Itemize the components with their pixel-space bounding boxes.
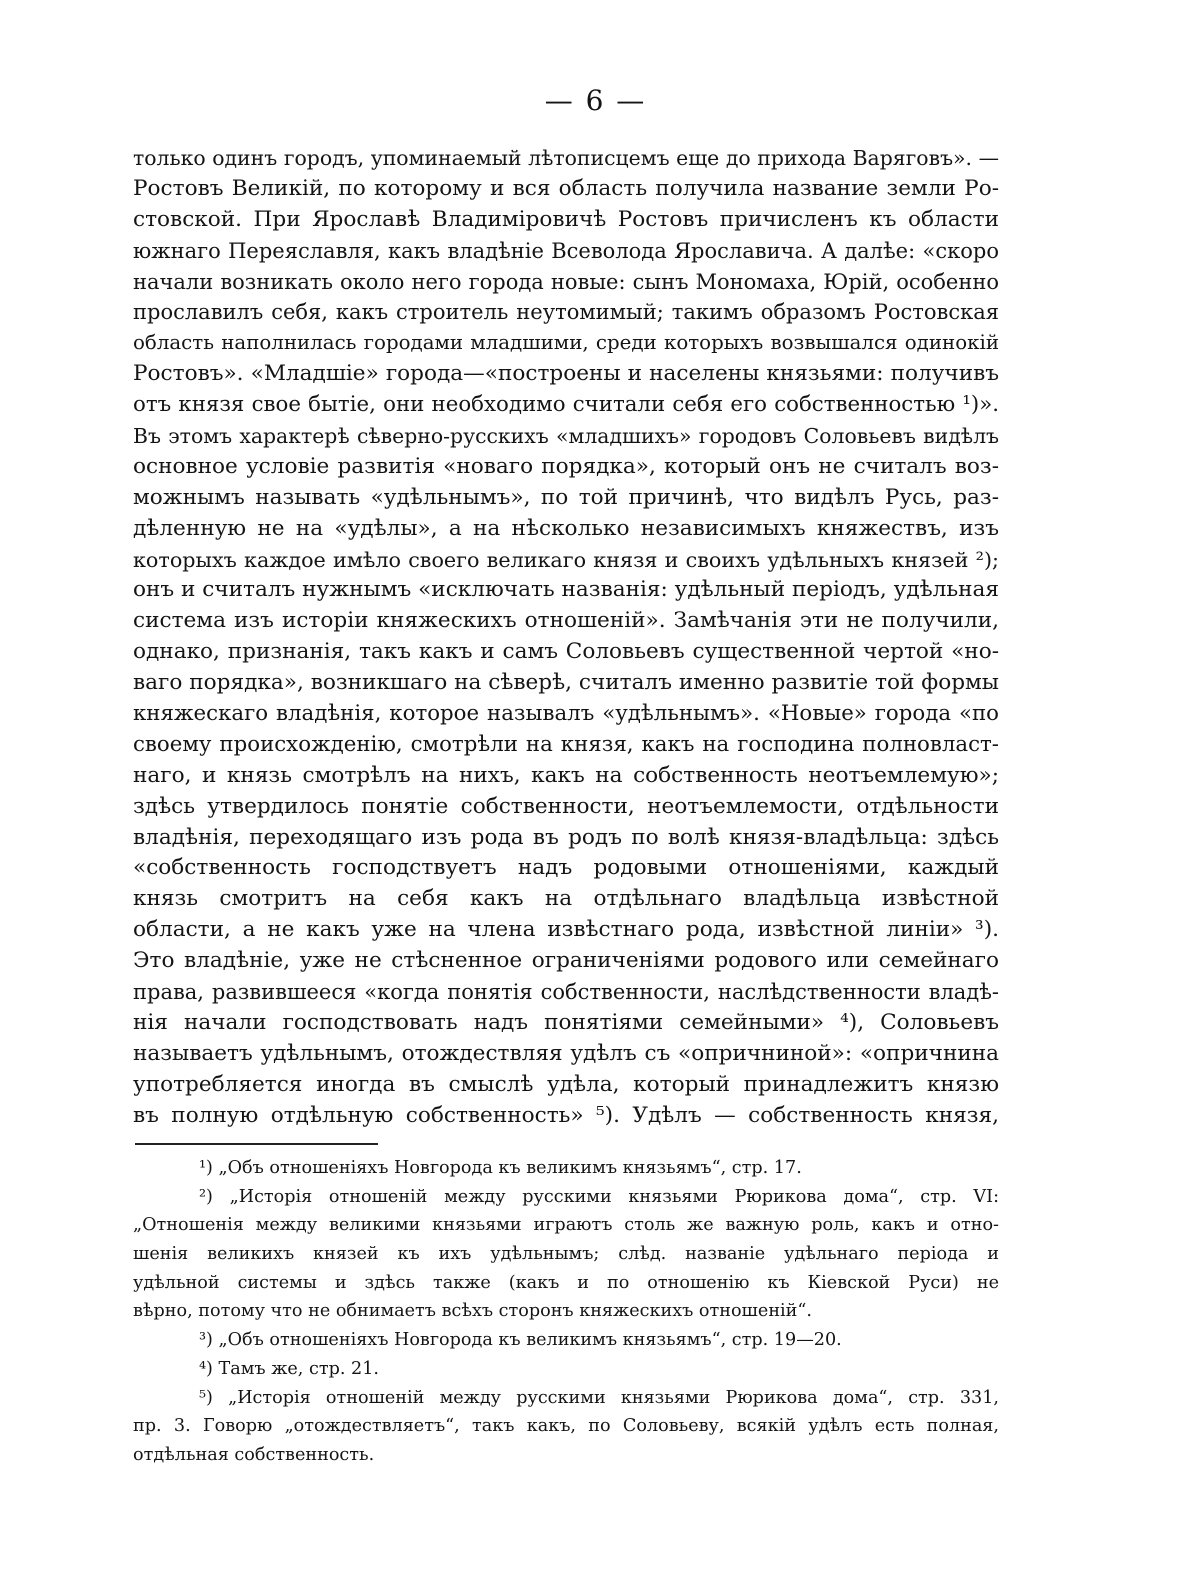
text-line: начали возникать около него города новые: сынъ Мономаха, Юрій, особенно: [133, 269, 999, 294]
footnote-line: удѣльной системы и здѣсь также (какъ и по отношенію къ Кіевской Руси) не: [133, 1272, 999, 1293]
text-line: владѣнія, переходящаго изъ рода въ родъ по волѣ князя-владѣльца: здѣсь: [133, 824, 999, 850]
footnote-line: вѣрно, потому что не обнимаетъ всѣхъ сторонъ княжескихъ отношеній“.: [133, 1301, 812, 1322]
text-line: князь смотритъ на себя какъ на отдѣльнаго владѣльца извѣстной: [133, 886, 999, 912]
text-line: области, а не какъ уже на члена извѣстнаго рода, извѣстной линіи» ³).: [133, 917, 999, 943]
footnote-line: отдѣльная собственность.: [133, 1444, 375, 1465]
footnote-line: ¹) „Объ отношеніяхъ Новгорода къ великимъ князьямъ“, стр. 17.: [199, 1158, 802, 1178]
text-line: онъ и считалъ нужнымъ «исключать названія: удѣльный періодъ, удѣльная: [133, 577, 999, 603]
text-line: область наполнилась городами младшими, среди которыхъ возвышался одинокій: [133, 331, 999, 355]
footnote-line: ⁴) Тамъ же, стр. 21.: [199, 1358, 380, 1379]
text-line: только одинъ городъ, упоминаемый лѣтописцемъ еще до прихода Варяговъ». —: [133, 146, 999, 170]
footnote-line: ²) „Исторія отношеній между русскими князьями Рюрикова дома“, стр. VI:: [199, 1186, 999, 1207]
footnotes: [133, 1154, 999, 1470]
text-line: дѣленную не на «удѣлы», а на нѣсколько независимыхъ княжествъ, изъ: [133, 515, 999, 541]
text-line: своему происхожденію, смотрѣли на князя, какъ на господина полновласт-: [133, 731, 999, 757]
text-line: права, развившееся «когда понятія собственности, наслѣдственности владѣ-: [133, 980, 999, 1005]
text-line: нія начали господствовать надъ понятіями семейными» ⁴), Соловьевъ: [133, 1009, 999, 1035]
text-line: отъ князя свое бытіе, они необходимо считали себя его собственностью ¹)».: [133, 392, 999, 418]
text-line: стовской. При Ярославѣ Владиміровичѣ Ростовъ причисленъ къ области: [133, 206, 999, 232]
text-line: наго, и князь смотрѣлъ на нихъ, какъ на собственность неотъемлемую»;: [133, 762, 999, 788]
text-line: можнымъ называть «удѣльнымъ», по той причинѣ, что видѣлъ Русь, раз-: [133, 484, 999, 510]
text-line: ваго порядка», возникшаго на сѣверѣ, считалъ именно развитіе той формы: [133, 670, 999, 696]
text-line: называетъ удѣльнымъ, отождествляя удѣлъ съ «опричниной»: «опричнина: [133, 1040, 999, 1066]
text-line: основное условіе развитія «новаго порядка», который онъ не считалъ воз-: [133, 453, 999, 479]
text-line: Въ этомъ характерѣ сѣверно-русскихъ «младшихъ» городовъ Соловьевъ видѣлъ: [133, 424, 999, 449]
main-text: [133, 143, 999, 1132]
text-line: здѣсь утвердилось понятіе собственности, неотъемлемости, отдѣльности: [133, 793, 999, 819]
text-line: въ полную отдѣльную собственность» ⁵). Удѣлъ — собственность князя,: [133, 1102, 999, 1128]
footnote-line: пр. 3. Говорю „отождествляетъ“, такъ какъ, по Соловьеву, всякій удѣлъ есть полная,: [133, 1416, 999, 1437]
text-line: Ростовъ Великій, по которому и вся область получила название земли Ро-: [133, 175, 999, 201]
text-line: «собственность господствуетъ надъ родовыми отношеніями, каждый: [133, 855, 999, 881]
text-line: Ростовъ». «Младшіе» города—«построены и населены князьями: получивъ: [133, 361, 999, 387]
text-line: однако, признанія, такъ какъ и самъ Соловьевъ существенной чертой «но-: [133, 639, 999, 665]
text-line: Это владѣніе, уже не стѣсненное ограниченіями родового или семейнаго: [133, 948, 999, 974]
text-line: южнаго Переяславля, какъ владѣніе Всеволода Ярославича. А далѣе: «скоро: [133, 238, 999, 263]
page-number: — 6 —: [544, 84, 647, 117]
text-line: употребляется иногда въ смыслѣ удѣла, который принадлежитъ князю: [133, 1071, 999, 1097]
footnote-line: „Отношенія между великими князьями играютъ столь же важную роль, какъ и отно-: [133, 1215, 999, 1236]
footnote-line: шенія великихъ князей къ ихъ удѣльнымъ; слѣд. названіе удѣльнаго періода и: [133, 1244, 999, 1265]
text-line: княжескаго владѣнія, которое называлъ «удѣльнымъ». «Новые» города «по: [133, 701, 999, 727]
text-line: прославилъ себя, какъ строитель неутомимый; такимъ образомъ Ростовская: [133, 300, 999, 325]
footnote-separator: [135, 1143, 378, 1145]
footnote-line: ⁵) „Исторія отношеній между русскими князьями Рюрикова дома“, стр. 331,: [199, 1387, 999, 1408]
text-line: система изъ исторіи княжескихъ отношеній». Замѣчанія эти не получили,: [133, 608, 999, 634]
text-line: которыхъ каждое имѣло своего великаго князя и своихъ удѣльныхъ князей ²);: [133, 547, 999, 572]
footnote-line: ³) „Объ отношеніяхъ Новгорода къ великимъ князьямъ“, стр. 19—20.: [199, 1330, 842, 1351]
